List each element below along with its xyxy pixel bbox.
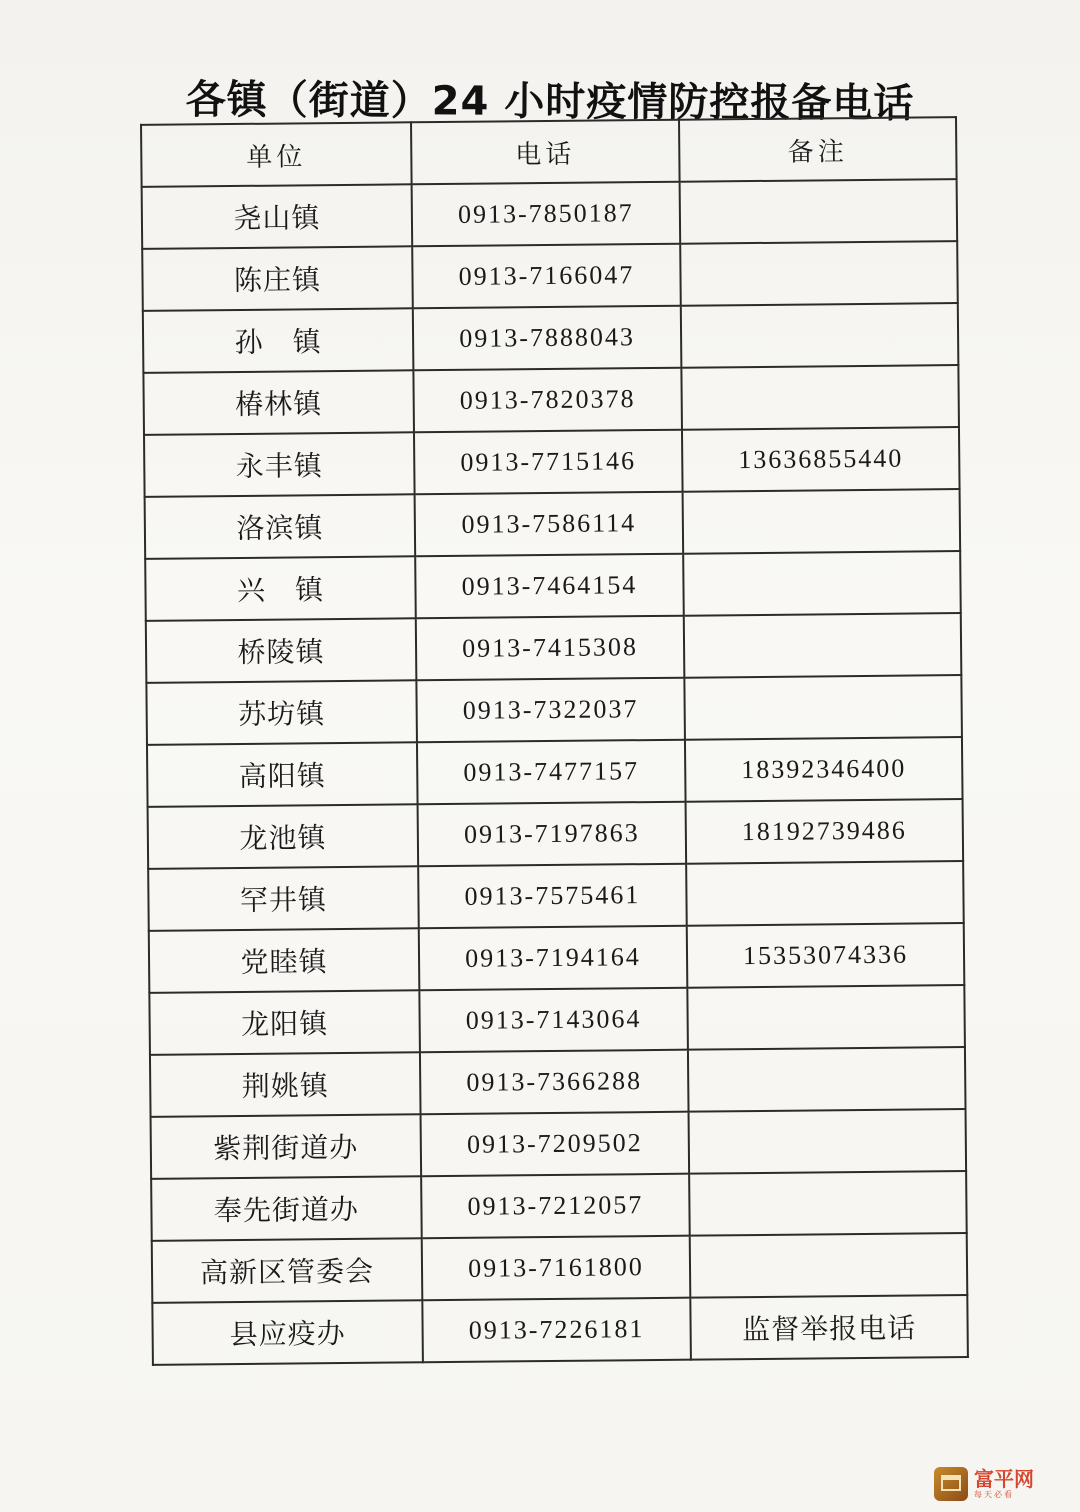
table-row xyxy=(143,303,959,373)
note-cell xyxy=(689,1109,967,1174)
phone-cell: 0913-7226181 xyxy=(422,1298,691,1363)
unit-cell: 奉先街道办 xyxy=(151,1176,422,1241)
unit-cell: 永丰镇 xyxy=(144,432,415,497)
note-cell xyxy=(684,675,962,740)
phone-cell: 0913-7464154 xyxy=(415,554,684,619)
unit-cell: 紫荆街道办 xyxy=(151,1114,422,1179)
phone-cell: 0913-7161800 xyxy=(422,1236,691,1301)
note-cell: 18192739486 xyxy=(686,799,964,864)
phone-table xyxy=(140,116,969,1366)
phone-cell: 0913-7366288 xyxy=(420,1050,689,1115)
building-logo-icon xyxy=(934,1467,968,1501)
watermark-slogan: 每天必看 xyxy=(974,1490,1014,1499)
unit-cell: 孙 镇 xyxy=(143,308,414,373)
note-cell xyxy=(681,365,959,430)
unit-cell: 龙阳镇 xyxy=(149,990,420,1055)
note-cell xyxy=(683,551,961,616)
unit-cell: 苏坊镇 xyxy=(146,680,417,745)
note-cell xyxy=(681,303,959,368)
table-row xyxy=(145,551,961,621)
table-row xyxy=(145,489,961,559)
phone-cell: 0913-7820378 xyxy=(413,368,682,433)
table-row xyxy=(149,985,965,1055)
note-cell: 18392346400 xyxy=(685,737,963,802)
phone-table-wrapper xyxy=(140,116,967,1368)
note-cell: 监督举报电话 xyxy=(690,1295,968,1360)
phone-cell: 0913-7850187 xyxy=(412,182,681,247)
unit-cell: 党睦镇 xyxy=(149,928,420,993)
phone-cell: 0913-7715146 xyxy=(414,430,683,495)
phone-cell: 0913-7322037 xyxy=(416,678,685,743)
header-phone: 电话 xyxy=(411,120,680,185)
unit-cell: 尧山镇 xyxy=(142,184,413,249)
unit-cell: 高新区管委会 xyxy=(152,1238,423,1303)
table-row xyxy=(146,675,962,745)
note-cell: 13636855440 xyxy=(682,427,960,492)
table-row xyxy=(152,1295,968,1365)
phone-cell: 0913-7212057 xyxy=(421,1174,690,1239)
table-row xyxy=(152,1233,968,1303)
header-unit: 单位 xyxy=(141,122,412,187)
unit-cell: 椿林镇 xyxy=(143,370,414,435)
note-cell xyxy=(684,613,962,678)
note-cell xyxy=(687,985,965,1050)
page-title: 各镇（街道）24 小时疫情防控报备电话 xyxy=(185,77,915,127)
watermark-name: 富平网 xyxy=(974,1467,1034,1491)
note-cell xyxy=(683,489,961,554)
unit-cell: 县应疫办 xyxy=(152,1300,423,1365)
unit-cell: 兴 镇 xyxy=(145,556,416,621)
unit-cell: 罕井镇 xyxy=(148,866,419,931)
phone-cell: 0913-7166047 xyxy=(412,244,681,309)
site-watermark xyxy=(934,1464,1054,1504)
table-row xyxy=(151,1109,967,1179)
note-cell xyxy=(690,1233,968,1298)
note-cell xyxy=(688,1047,966,1112)
note-cell xyxy=(689,1171,967,1236)
unit-cell: 高阳镇 xyxy=(147,742,418,807)
phone-cell: 0913-7143064 xyxy=(419,988,688,1053)
table-row xyxy=(146,613,962,683)
unit-cell: 荆姚镇 xyxy=(150,1052,421,1117)
unit-cell: 桥陵镇 xyxy=(146,618,417,683)
unit-cell: 陈庄镇 xyxy=(142,246,413,311)
table-row xyxy=(149,923,965,993)
watermark-text xyxy=(974,1469,1034,1499)
phone-cell: 0913-7477157 xyxy=(417,740,686,805)
phone-cell: 0913-7586114 xyxy=(415,492,684,557)
table-row xyxy=(148,861,964,931)
phone-cell: 0913-7415308 xyxy=(416,616,685,681)
header-note: 备注 xyxy=(679,117,957,182)
unit-cell: 龙池镇 xyxy=(148,804,419,869)
table-body xyxy=(142,179,968,1365)
note-cell xyxy=(680,241,958,306)
table-row xyxy=(143,365,959,435)
table-row xyxy=(150,1047,966,1117)
table-header-row xyxy=(141,117,957,187)
phone-cell: 0913-7194164 xyxy=(419,926,688,991)
note-cell xyxy=(680,179,958,244)
table-row xyxy=(144,427,960,497)
note-cell xyxy=(686,861,964,926)
table-row xyxy=(148,799,964,869)
phone-cell: 0913-7209502 xyxy=(421,1112,690,1177)
table-row xyxy=(147,737,963,807)
phone-cell: 0913-7888043 xyxy=(413,306,682,371)
unit-cell: 洛滨镇 xyxy=(145,494,416,559)
table-row xyxy=(151,1171,967,1241)
table-row xyxy=(142,241,958,311)
note-cell: 15353074336 xyxy=(687,923,965,988)
table-row xyxy=(142,179,958,249)
phone-cell: 0913-7575461 xyxy=(418,864,687,929)
phone-cell: 0913-7197863 xyxy=(418,802,687,867)
